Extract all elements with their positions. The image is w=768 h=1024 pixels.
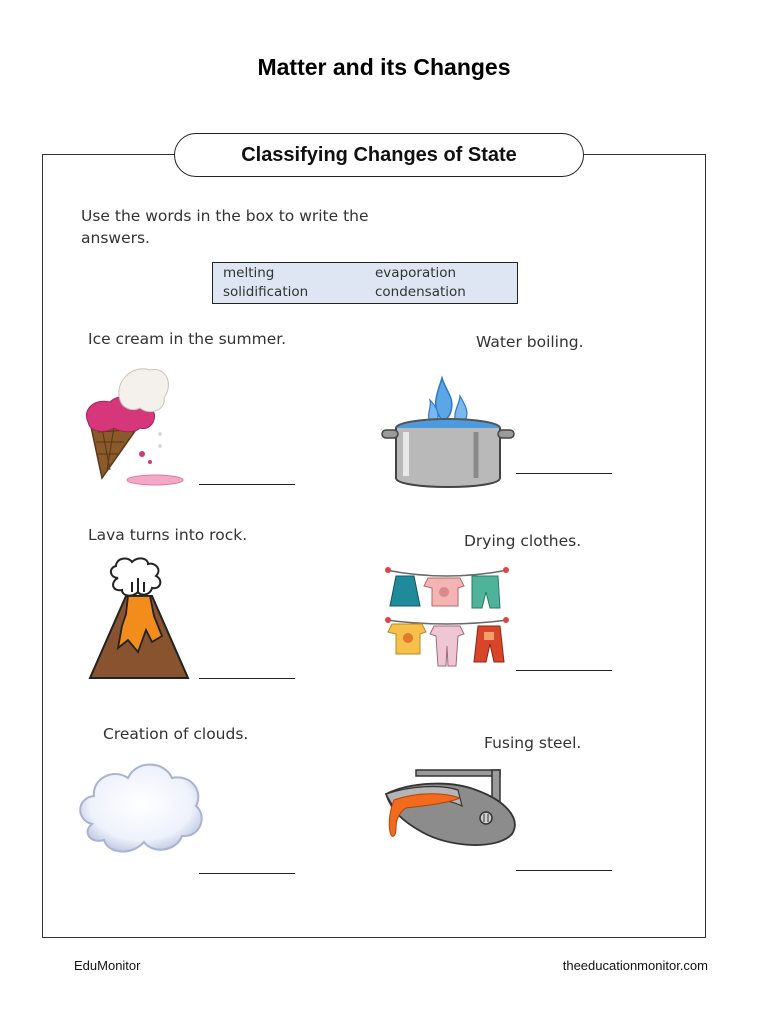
word-box-item: melting [223,265,275,281]
answer-line-4[interactable] [516,670,612,671]
volcano-icon [88,556,192,682]
answer-line-2[interactable] [516,473,612,474]
answer-line-5[interactable] [199,873,295,874]
footer-brand: EduMonitor [74,958,141,973]
boiling-pot-icon [380,366,516,496]
steel-ladle-icon [380,766,520,854]
footer-website[interactable]: theeducationmonitor.com [562,958,708,973]
answer-line-3[interactable] [199,678,295,679]
ice-cream-icon [80,362,195,490]
question-prompt-5: Creation of clouds. [103,725,249,743]
cloud-icon [74,754,208,860]
word-box [212,262,518,304]
question-prompt-1: Ice cream in the summer. [88,330,287,348]
question-prompt-4: Drying clothes. [464,532,582,550]
instructions: Use the words in the box to write the answers. [81,207,369,247]
question-prompt-3: Lava turns into rock. [88,526,248,544]
word-box-item: evaporation [375,265,457,281]
word-box-item: condensation [375,284,466,300]
question-prompt-6: Fusing steel. [484,734,582,752]
answer-line-1[interactable] [199,484,295,485]
answer-line-6[interactable] [516,870,612,871]
section-title: Classifying Changes of State [174,133,584,177]
word-box-item: solidification [223,284,309,300]
question-prompt-2: Water boiling. [476,333,584,351]
clothesline-icon [384,562,510,670]
page-title: Matter and its Changes [257,54,511,80]
